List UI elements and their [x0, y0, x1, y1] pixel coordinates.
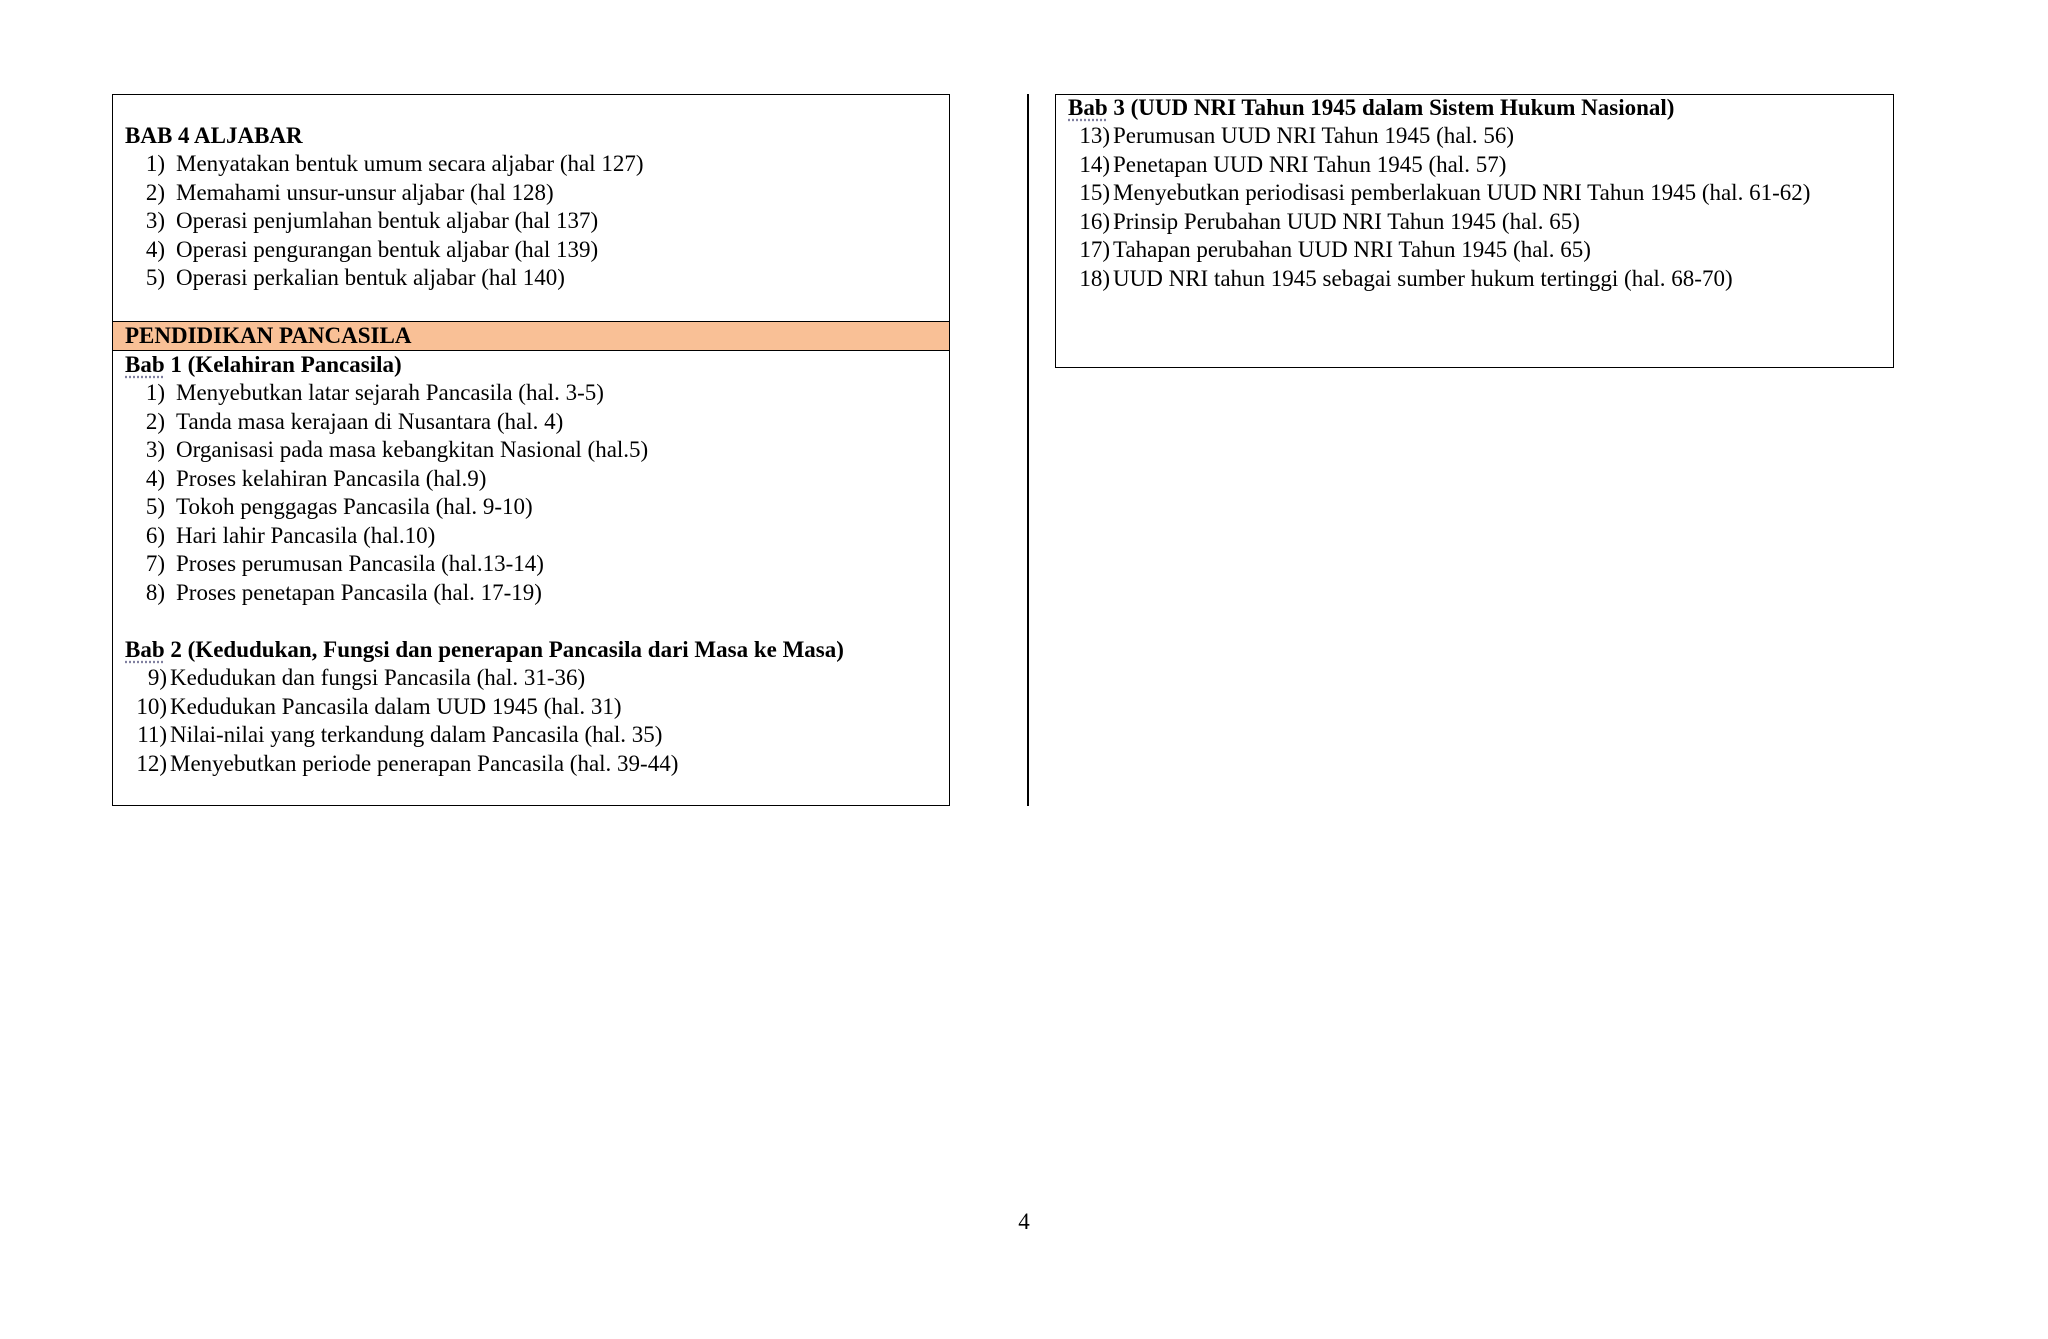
aljabar-heading: BAB 4 ALJABAR: [125, 123, 303, 148]
bab1-list: [125, 379, 648, 607]
list-item: 16) Prinsip Perubahan UUD NRI Tahun 1945 (hal. 65): [1079, 208, 1580, 234]
list-item: 14) Penetapan UUD NRI Tahun 1945 (hal. 57): [1079, 151, 1507, 177]
bab2-list: [125, 664, 678, 778]
bab3-heading: Bab 3 (UUD NRI Tahun 1945 dalam Sistem Hukum Nasional): [1068, 95, 1675, 120]
list-item: 2) Memahami unsur-unsur aljabar (hal 128): [145, 179, 554, 205]
page-number: 4: [1018, 1209, 1030, 1234]
list-item: 3) Operasi penjumlahan bentuk aljabar (hal 137): [145, 208, 599, 233]
list-item: 2) Tanda masa kerajaan di Nusantara (hal. 4): [145, 408, 564, 434]
column-divider: [1027, 94, 1029, 806]
list-item: 13) Perumusan UUD NRI Tahun 1945 (hal. 56): [1079, 123, 1515, 148]
list-item: 12) Menyebutkan periode penerapan Pancasila (hal. 39-44): [136, 750, 679, 776]
list-item: 1) Menyebutkan latar sejarah Pancasila (hal. 3-5): [145, 380, 604, 405]
list-item: 9) Kedudukan dan fungsi Pancasila (hal. 31-36): [147, 665, 586, 690]
list-item: 5) Tokoh penggagas Pancasila (hal. 9-10): [145, 494, 533, 519]
list-item: 15) Menyebutkan periodisasi pemberlakuan UUD NRI Tahun 1945 (hal. 61-62): [1079, 180, 1811, 205]
list-item: 1) Menyatakan bentuk umum secara aljabar (hal 127): [145, 151, 644, 176]
right-content-box: [1055, 94, 1894, 368]
list-item: 18) UUD NRI tahun 1945 sebagai sumber hukum tertinggi (hal. 68-70): [1079, 265, 1733, 291]
pendidikan-pancasila-band: [113, 321, 949, 351]
band-label: PENDIDIKAN PANCASILA: [125, 323, 412, 348]
aljabar-list: [125, 150, 643, 293]
bab2-heading: Bab 2 (Kedudukan, Fungsi dan penerapan Pancasila dari Masa ke Masa): [125, 637, 844, 662]
list-item: 7) Proses perumusan Pancasila (hal.13-14): [145, 551, 544, 576]
left-content-box: [112, 94, 950, 806]
list-item: 17) Tahapan perubahan UUD NRI Tahun 1945 (hal. 65): [1079, 237, 1591, 262]
bab1-heading: Bab 1 (Kelahiran Pancasila): [125, 352, 402, 377]
list-item: 6) Hari lahir Pancasila (hal.10): [145, 522, 436, 548]
list-item: 3) Organisasi pada masa kebangkitan Nasional (hal.5): [145, 437, 649, 462]
list-item: 10) Kedudukan Pancasila dalam UUD 1945 (hal. 31): [136, 693, 622, 719]
list-item: 4) Operasi pengurangan bentuk aljabar (hal 139): [145, 236, 599, 262]
list-item: 4) Proses kelahiran Pancasila (hal.9): [145, 465, 487, 491]
bab3-list: [1068, 122, 1858, 293]
list-item: 8) Proses penetapan Pancasila (hal. 17-19): [145, 579, 542, 605]
list-item: 11) Nilai-nilai yang terkandung dalam Pancasila (hal. 35): [137, 722, 663, 747]
list-item: 5) Operasi perkalian bentuk aljabar (hal 140): [145, 265, 565, 290]
